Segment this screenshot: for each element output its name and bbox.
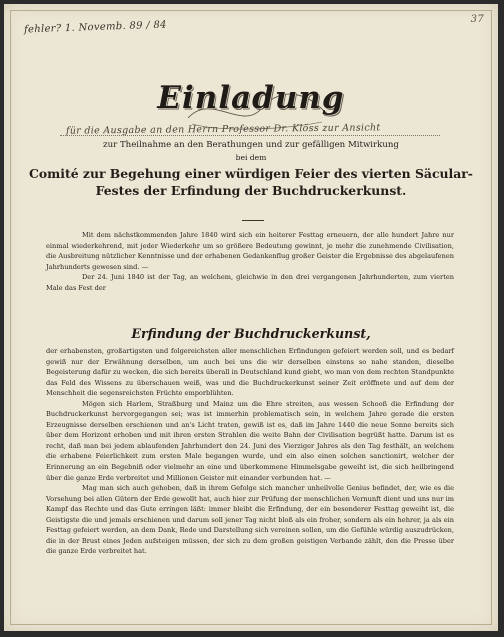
committee-heading-line1: Comité zur Begehung einer würdigen Feier des vierten Säcular-	[29, 166, 473, 181]
handwritten-invitee: für die Ausgabe an den Herrn Professor Dr. Klöss zur Ansicht	[65, 122, 381, 137]
paragraph-3: der erhabensten, großartigsten und folgereichsten aller menschlichen Erfindungen gefeiert werden soll, und es bedarf gewiß nur der Erwähnung derselben, um auch bei uns die wir derselben einstens so nahe standen, dieselbe Begeisterung dafür zu wecken, die sich bereits überall in Deutschland kund giebt, wo man von dem rechten Standpunkte das Feld des Wissens zu überschauen weiß, was und die Buchdruckerkunst seiner Zeit eröffnete und auf dem der Menschheit die segensreichsten Früchte emporblühten.	[46, 347, 454, 398]
paragraph-5: Mag man sich auch gehoben, daß in ihrem Gefolge sich mancher unheilvolle Genius befindet, der, wie es die Vorsehung bei allen Gütern der Erde gewollt hat, auch hier zur Prüfung der menschlichen Vernunft dient und uns nur im Kampf das Rechte und das Gute erringen läßt: immer bleibt die Erfindung, der ein besonderer Festtag geweiht ist, die Geistigste die und jemals erschienen und darum soll jener Tag nicht bloß als ein froher, sondern als ein hehrer, ja als ein Festtag gefeiert werden, an dem Dank, Rede und Darstellung sich vereinen sollen, um die Gefühle würdig auszudrücken, die in der Brust eines Jeden aufsteigen müssen, der sich zu dem großen geistigen Verbande zählt, den die Presse über die ganze Erde verbreitet hat.	[46, 484, 454, 556]
handwritten-reference: fehler? 1. Novemb. 89 / 84	[23, 19, 167, 36]
section-rule	[242, 220, 264, 221]
document-page	[4, 4, 498, 631]
document-title: Einladung	[157, 80, 345, 116]
body-top	[46, 230, 454, 293]
paragraph-1: Mit dem nächstkommenden Jahre 1840 wird sich ein heiterer Festtag erneuern, der alle hundert Jahre nur einmal wiederkehrend, mit jeder Wiederkehr um so größere Bedeutung gewinnt, je mehr die zunehmende Civilisation, die Ausbreitung nützlicher Kenntnisse und der erhabenen Gedankenflug großer Geister die Ergebnisse des abgelaufenen Jahrhunderts gewesen sind. —	[46, 231, 454, 271]
folio-number: 37	[470, 14, 484, 25]
invitation-line: zur Theilnahme an den Berathungen und zur gefälligen Mitwirkung	[103, 140, 399, 150]
paragraph-4: Mögen sich Harlem, Straßburg und Mainz um die Ehre streiten, aus wessen Schooß die Erfindung der Buchdruckerkunst hervorgegangen sei; was ist immerhin problematisch sein, in welchem Jahre gerade die ersten Erzeugnisse derselben erschienen und an's Licht traten, gewiß ist es, daß im Jahre 1440 die neue Sonne bereits sich über dem Horizont erhoben und mit ihren ersten Strahlen die weite Bahn der Civilisation begrüßt hatte. Darum ist es recht, daß man bei jedem ablaufenden Jahrhundert den 24. Juni des Vierziger Jahres als den Tag festhält, an welchem die erhabene Feierlichkeit zum ersten Male begangen wurde, und ein also einen solchen sanctionirt, welcher der Erinnerung an ein Begebniß oder vielmehr an eine und überkommene Himmelsgabe geweiht ist, die sich heilbringend über die ganze Erde verbreitet und Millionen Geister mit einander verbunden hat. —	[46, 399, 454, 482]
invention-heading: Erfindung der Buchdruckerkunst,	[131, 326, 371, 341]
invitee-dotted-line	[60, 135, 440, 136]
body-bottom	[46, 346, 454, 557]
committee-heading-line2: Festes der Erfindung der Buchdruckerkunst.	[95, 183, 407, 198]
paragraph-2: Der 24. Juni 1840 ist der Tag, an welchem, gleichwie in den drei vergangenen Jahrhunderten, zum vierten Male das Fest der	[46, 273, 454, 292]
bei-dem-line: bei dem	[235, 153, 267, 162]
